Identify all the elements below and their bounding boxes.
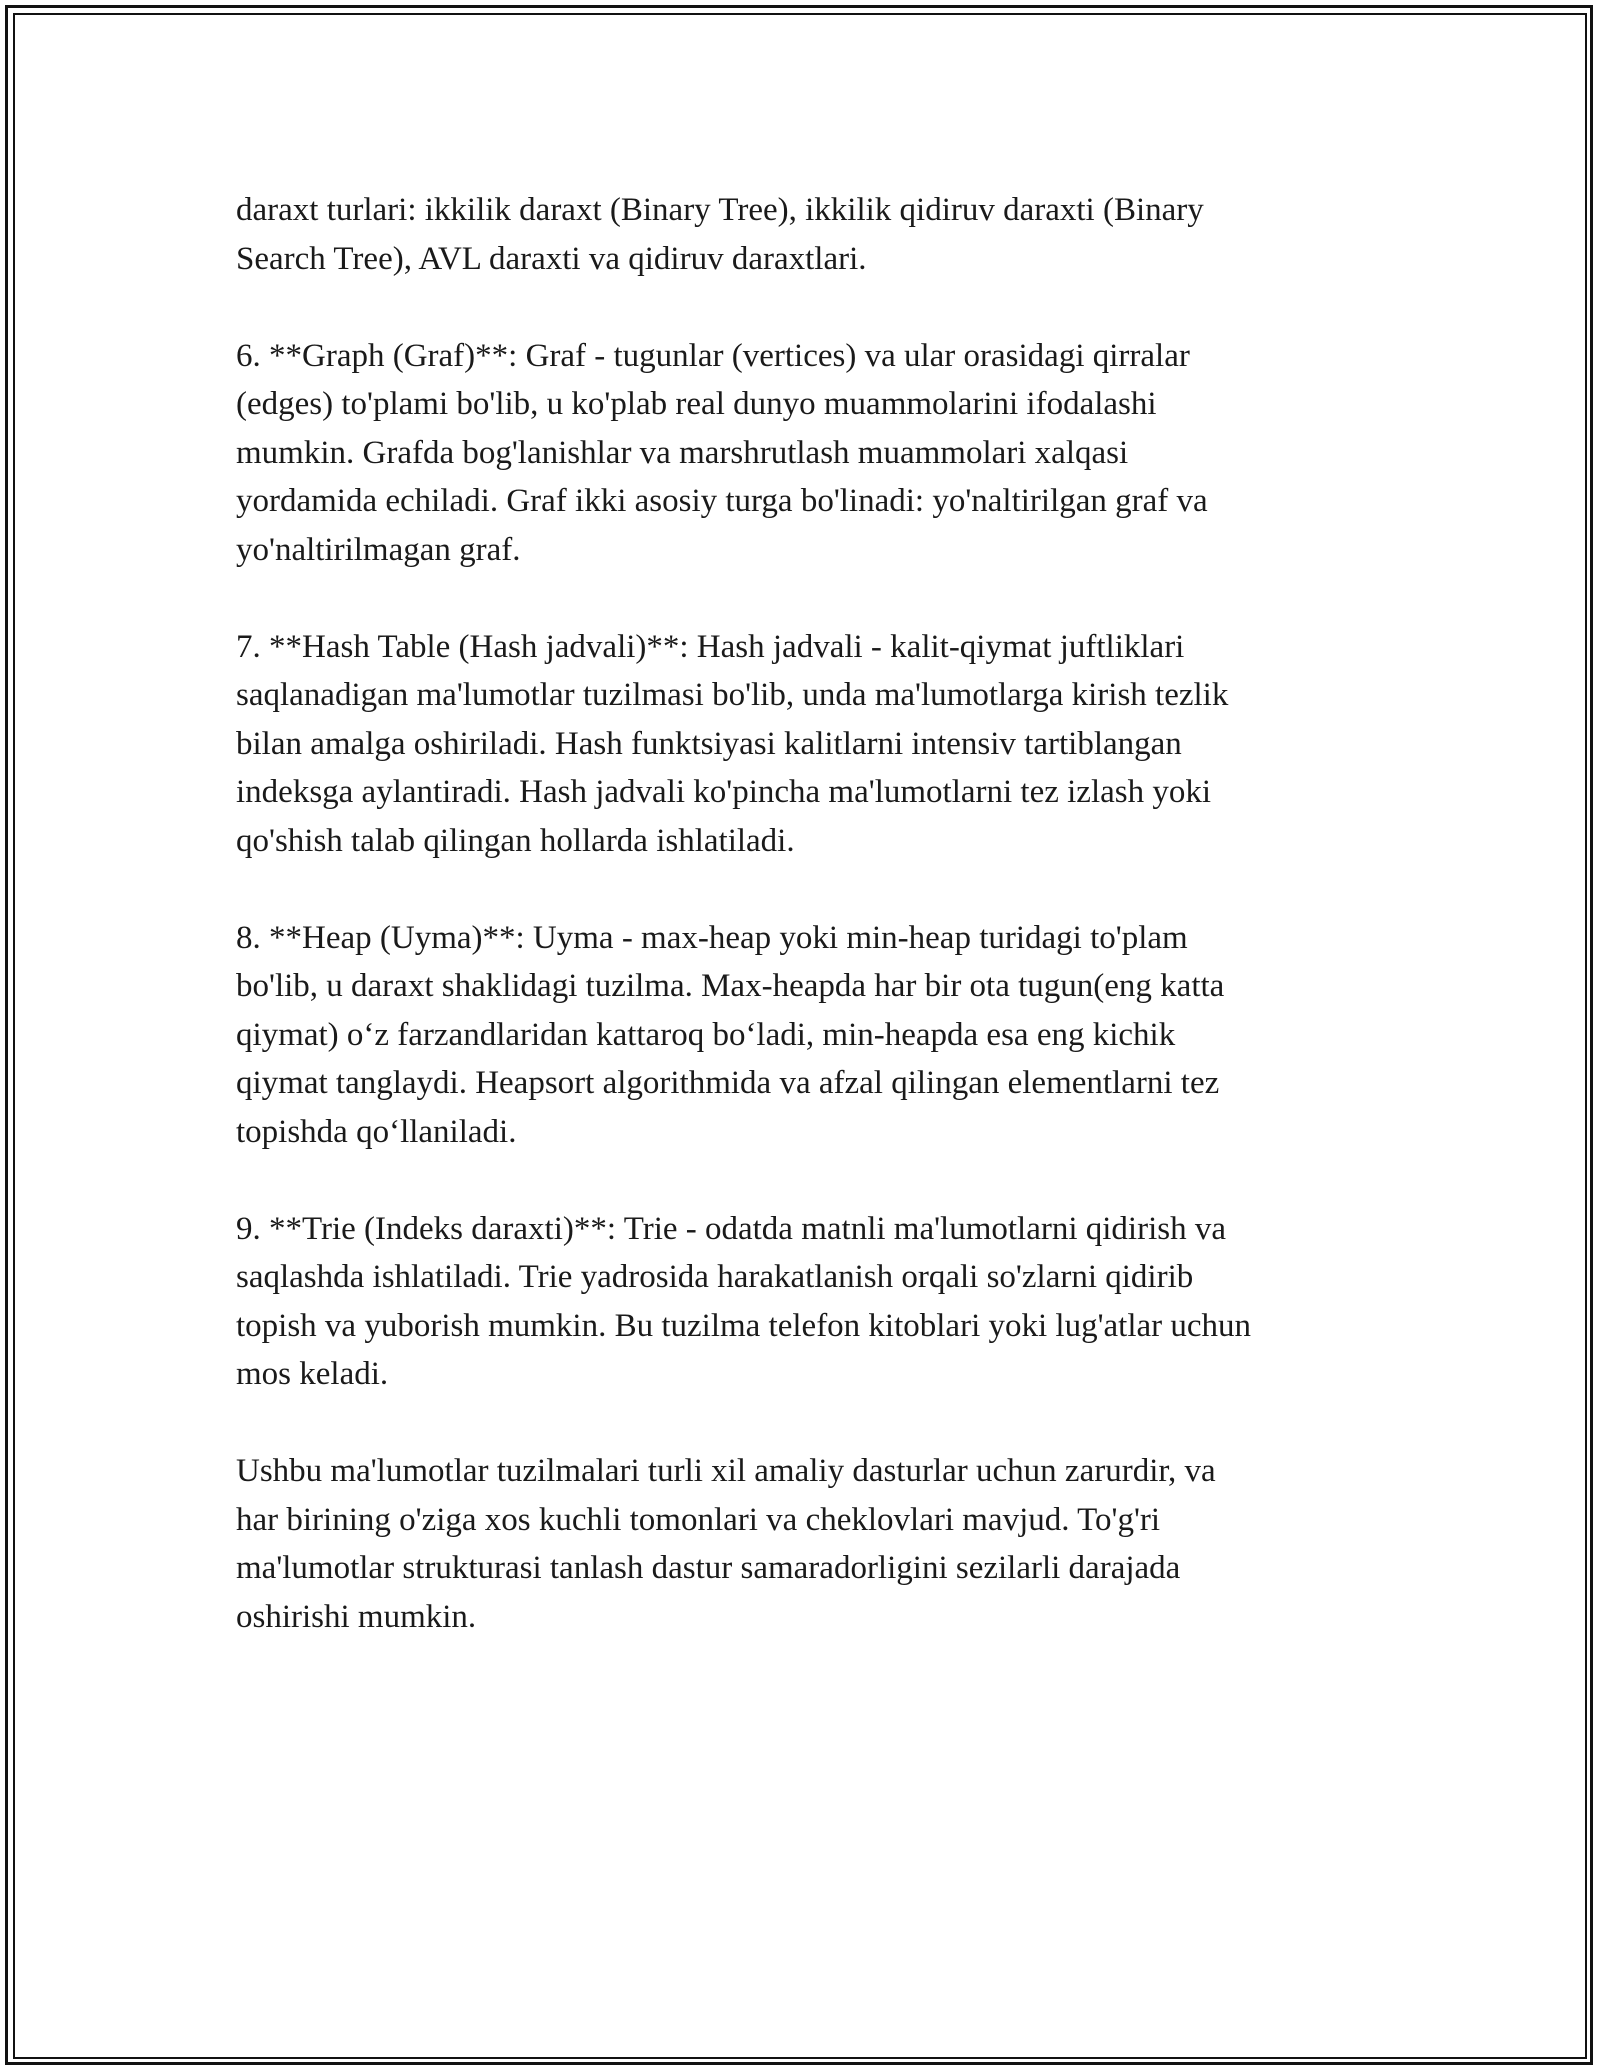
- paragraph-tree-types: daraxt turlari: ikkilik daraxt (Binary Tree), ikkilik qidiruv daraxti (Binary Search Tree), AVL daraxti va qidiruv daraxtlari.: [236, 192, 1204, 277]
- document-body: [236, 186, 1386, 1690]
- paragraph-trie: 9. **Trie (Indeks daraxti)**: Trie - odatda matnli ma'lumotlarni qidirish va saqlashda ishlatiladi. Trie yadrosida harakatlanish orqali so'zlarni qidirib topish va yuborish mumkin. Bu tuzilma telefon kitoblari yoki lug'atlar uchun mos keladi.: [236, 1210, 1252, 1392]
- paragraph-hash-table: 7. **Hash Table (Hash jadvali)**: Hash jadvali - kalit-qiymat juftliklari saqlanadigan ma'lumotlar tuzilmasi bo'lib, unda ma'lumotlarga kirish tezlik bilan amalga oshiriladi. Hash funktsiyasi kalitlarni intensiv tartiblangan indeksga aylantiradi. Hash jadvali ko'pincha ma'lumotlarni tez izlash yoki qo'shish talab qilingan hollarda ishlatiladi.: [236, 628, 1229, 859]
- paragraph-graph: 6. **Graph (Graf)**: Graf - tugunlar (vertices) va ular orasidagi qirralar (edges) to'plami bo'lib, u ko'plab real dunyo muammolarini ifodalashi mumkin. Grafda bog'lanishlar va marshrutlash muammolari xalqasi yordamida echiladi. Graf ikki asosiy turga bo'linadi: yo'naltirilgan graf va yo'naltirilmagan graf.: [236, 337, 1208, 568]
- paragraph-heap: 8. **Heap (Uyma)**: Uyma - max-heap yoki min-heap turidagi to'plam bo'lib, u daraxt shaklidagi tuzilma. Max-heapda har bir ota tugun(eng katta qiymat) o‘z farzandlaridan kattaroq bo‘ladi, min-heapda esa eng kichik qiymat tanglaydi. Heapsort algorithmida va afzal qilingan elementlarni tez topishda qo‘llaniladi.: [236, 919, 1225, 1150]
- paragraph-conclusion: Ushbu ma'lumotlar tuzilmalari turli xil amaliy dasturlar uchun zarurdir, va har birining o'ziga xos kuchli tomonlari va cheklovlari mavjud. To'g'ri ma'lumotlar strukturasi tanlash dastur samaradorligini sezilarli darajada oshirishi mumkin.: [236, 1453, 1216, 1635]
